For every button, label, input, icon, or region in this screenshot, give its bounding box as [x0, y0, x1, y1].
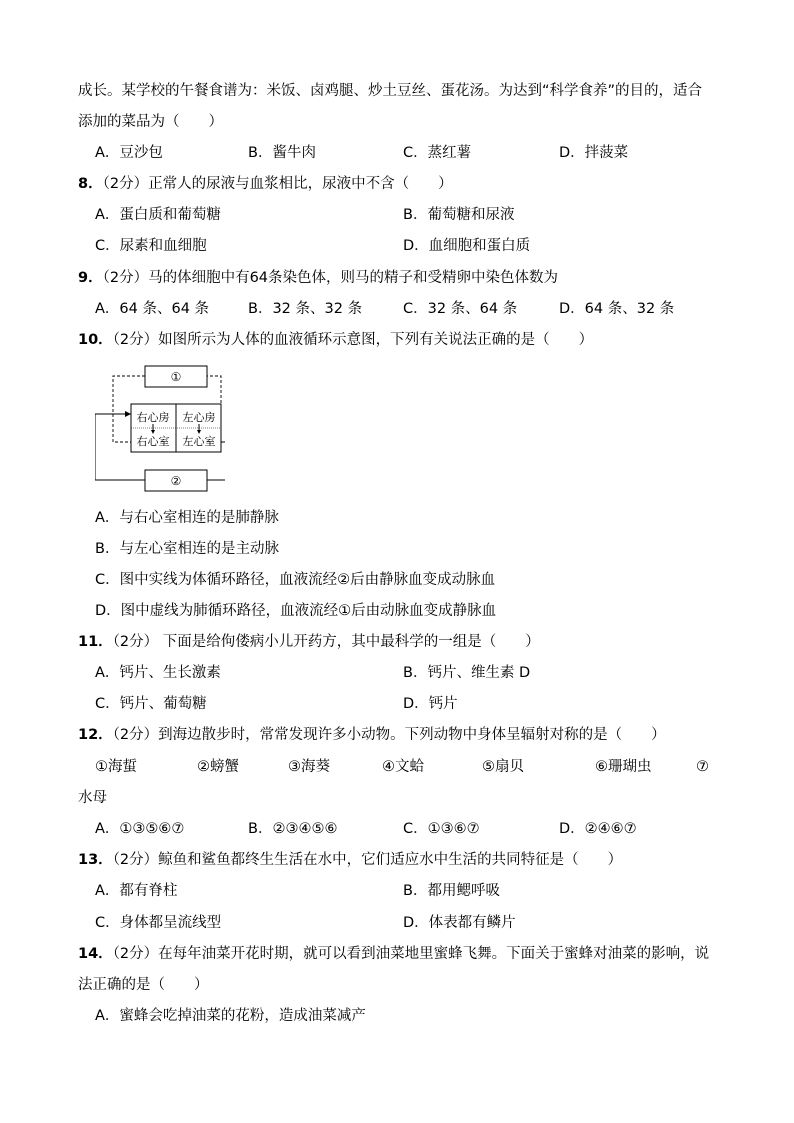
q13-option-d: D．体表都有鳞片: [403, 915, 516, 931]
q13-stem: [78, 850, 622, 870]
q12-animal-5: ⑤扇贝: [482, 759, 524, 775]
q10-option-b: B．与左心室相连的是主动脉: [95, 541, 279, 557]
q12-stem: [78, 725, 666, 745]
q12-option-d: D．②④⑥⑦: [559, 821, 637, 837]
right-ventricle: 右心室: [136, 435, 170, 448]
q10-option-a: A．与右心室相连的是肺静脉: [95, 510, 279, 526]
q12-number: 12．: [78, 727, 113, 743]
q10-number: 10．: [78, 332, 113, 348]
q11-option-a: A．钙片、生长激素: [95, 665, 221, 681]
q8-option-a: A．蛋白质和葡萄糖: [95, 207, 221, 223]
q8-option-d: D．血细胞和蛋白质: [403, 238, 531, 254]
q13-text: （2分）鲸鱼和鲨鱼都终生生活在水中，它们适应水中生活的共同特征是（ ）: [112, 852, 623, 868]
q8-option-b: B．葡萄糖和尿液: [403, 207, 515, 223]
q14-stem: [78, 944, 709, 964]
q13-option-c: C．身体都呈流线型: [95, 915, 222, 931]
q7-option-d: D．拌菠菜: [559, 145, 629, 161]
q12-animal-1: ①海蜇: [95, 759, 137, 775]
q7-option-b: B．酱牛肉: [248, 145, 316, 161]
q12-animal-7: ⑦: [696, 759, 709, 775]
q9-option-b: B．32 条、32 条: [248, 301, 363, 317]
q9-option-c: C．32 条、64 条: [403, 301, 518, 317]
q14-text: （2分）在每年油菜开花时期，就可以看到油菜地里蜜蜂飞舞。下面关于蜜蜂对油菜的影响，说: [112, 946, 710, 962]
q12-animal-4: ④文蛤: [382, 759, 424, 775]
q13-option-b: B．都用鳃呼吸: [403, 883, 500, 899]
q14-stem-line2: 法正确的是（ ）: [78, 977, 209, 993]
q10-stem: [78, 330, 593, 350]
q11-option-b: B．钙片、维生素 D: [403, 665, 531, 681]
q10-option-c: C．图中实线为体循环路径，血液流经②后由静脉血变成动脉血: [95, 572, 496, 588]
q7-stem-line2: 添加的菜品为（ ）: [78, 114, 223, 130]
right-atrium: 右心房: [136, 411, 170, 424]
q7-option-c: C．蒸红薯: [403, 145, 472, 161]
q11-stem: [78, 632, 540, 652]
q8-number: 8．: [78, 176, 103, 192]
q10-option-d: D．图中虚线为肺循环路径，血液流经①后由动脉血变成静脉血: [95, 603, 497, 619]
q9-stem: [78, 268, 558, 288]
q14-number: 14．: [78, 946, 113, 962]
q12-option-b: B．②③④⑤⑥: [248, 821, 338, 837]
q12-animal-6: ⑥珊瑚虫: [595, 759, 652, 775]
left-atrium: 左心房: [182, 411, 216, 424]
q11-text: （2分） 下面是给佝偻病小儿开药方，其中最科学的一组是（ ）: [112, 634, 540, 650]
q13-number: 13．: [78, 852, 113, 868]
q7-option-a: A．豆沙包: [95, 145, 163, 161]
q10-text: （2分）如图所示为人体的血液循环示意图，下列有关说法正确的是（ ）: [112, 332, 594, 348]
box-2-label: ②: [170, 474, 182, 488]
q12-animal-2: ②螃蟹: [197, 759, 239, 775]
q11-option-d: D．钙片: [403, 696, 458, 712]
q14-option-a: A．蜜蜂会吃掉油菜的花粉，造成油菜减产: [95, 1008, 366, 1024]
left-ventricle: 左心室: [182, 435, 216, 448]
q11-number: 11．: [78, 634, 113, 650]
q9-text: （2分）马的体细胞中有64条染色体，则马的精子和受精卵中染色体数为: [102, 270, 559, 286]
q12-option-a: A．①③⑤⑥⑦: [95, 821, 185, 837]
q7-stem-line1: 成长。某学校的午餐食谱为：米饭、卤鸡腿、炒土豆丝、蛋花汤。为达到“科学食养”的目的，适合: [78, 83, 703, 99]
q12-text: （2分）到海边散步时，常常发现许多小动物。下列动物中身体呈辐射对称的是（ ）: [112, 727, 666, 743]
q8-text: （2分）正常人的尿液与血浆相比，尿液中不含（ ）: [102, 176, 453, 192]
q12-wrap: 水母: [78, 790, 107, 806]
q8-stem: [78, 174, 453, 194]
q9-number: 9．: [78, 270, 103, 286]
blood-circulation-diagram: [95, 362, 225, 497]
q12-option-c: C．①③⑥⑦: [403, 821, 480, 837]
box-1-label: ①: [170, 370, 182, 384]
q11-option-c: C．钙片、葡萄糖: [95, 696, 207, 712]
q12-animal-3: ③海葵: [288, 759, 330, 775]
q9-option-d: D．64 条、32 条: [559, 301, 675, 317]
q8-option-c: C．尿素和血细胞: [95, 238, 207, 254]
q13-option-a: A．都有脊柱: [95, 883, 178, 899]
q9-option-a: A．64 条、64 条: [95, 301, 210, 317]
